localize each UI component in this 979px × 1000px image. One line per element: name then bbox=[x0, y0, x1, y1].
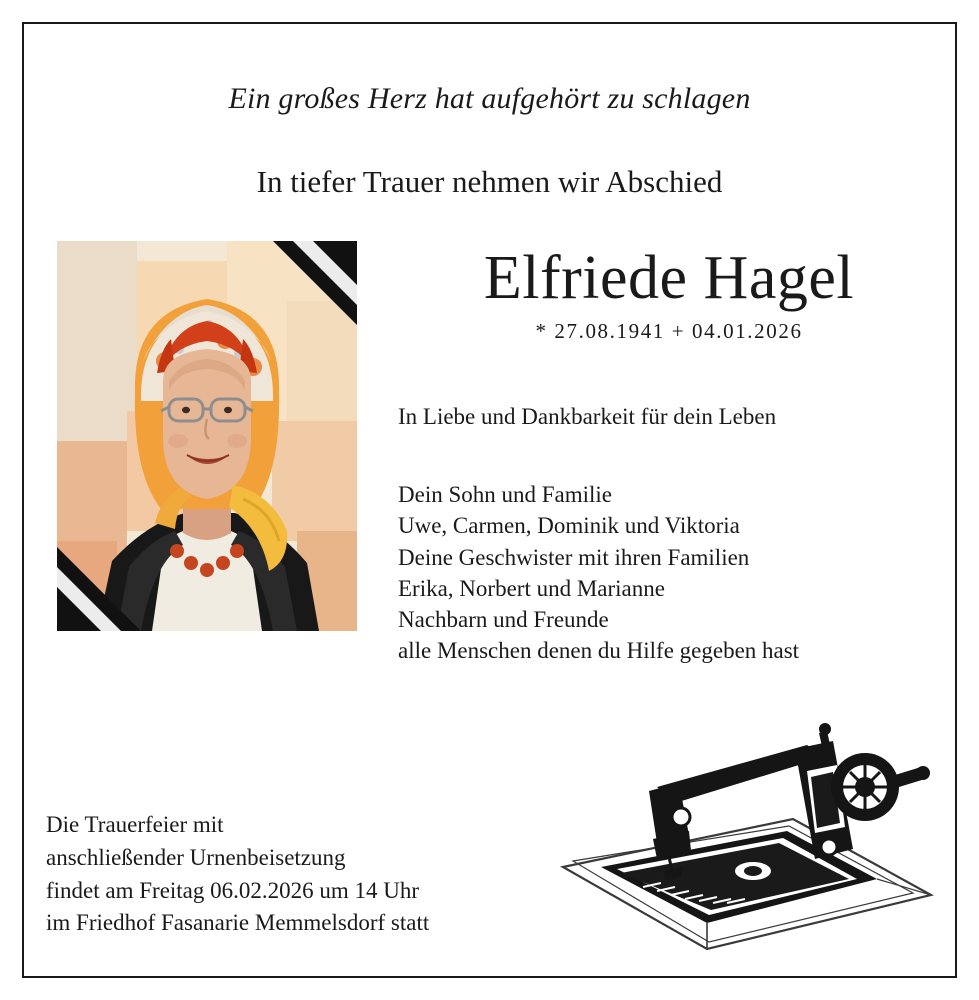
funeral-line: findet am Freitag 06.02.2026 um 14 Uhr bbox=[46, 877, 420, 903]
mourners-list bbox=[398, 479, 799, 667]
mourner-line: Dein Sohn und Familie bbox=[398, 482, 613, 507]
subtitle-text: In tiefer Trauer nehmen wir Abschied bbox=[256, 164, 723, 199]
sewing-machine-icon bbox=[557, 699, 937, 954]
deceased-name: Elfriede Hagel bbox=[483, 244, 855, 312]
mourner-line: Erika, Norbert und Marianne bbox=[398, 575, 665, 601]
sewing-machine-illustration bbox=[557, 699, 937, 954]
name-block bbox=[369, 246, 957, 344]
portrait-photo bbox=[57, 241, 357, 631]
funeral-line: im Friedhof Fasanarie Memmelsdorf statt bbox=[46, 910, 430, 936]
birth-death-dates: * 27.08.1941 + 04.01.2026 bbox=[535, 319, 803, 344]
mourner-line: Uwe, Carmen, Dominik und Viktoria bbox=[398, 513, 740, 539]
mourner-line: alle Menschen denen du Hilfe gegeben hast bbox=[398, 638, 800, 664]
funeral-line: anschließender Urnenbeisetzung bbox=[46, 845, 346, 871]
mourner-line: Deine Geschwister mit ihren Familien bbox=[398, 544, 750, 570]
obituary-frame bbox=[22, 22, 957, 978]
dedication-text: In Liebe und Dankbarkeit für dein Leben bbox=[398, 404, 777, 429]
mourner-line: Nachbarn und Freunde bbox=[398, 607, 609, 633]
funeral-line: Die Trauerfeier mit bbox=[46, 812, 224, 838]
portrait-illustration bbox=[57, 241, 357, 631]
funeral-details bbox=[46, 809, 429, 940]
motto-text: Ein großes Herz hat aufgehört zu schlagen bbox=[228, 82, 751, 115]
